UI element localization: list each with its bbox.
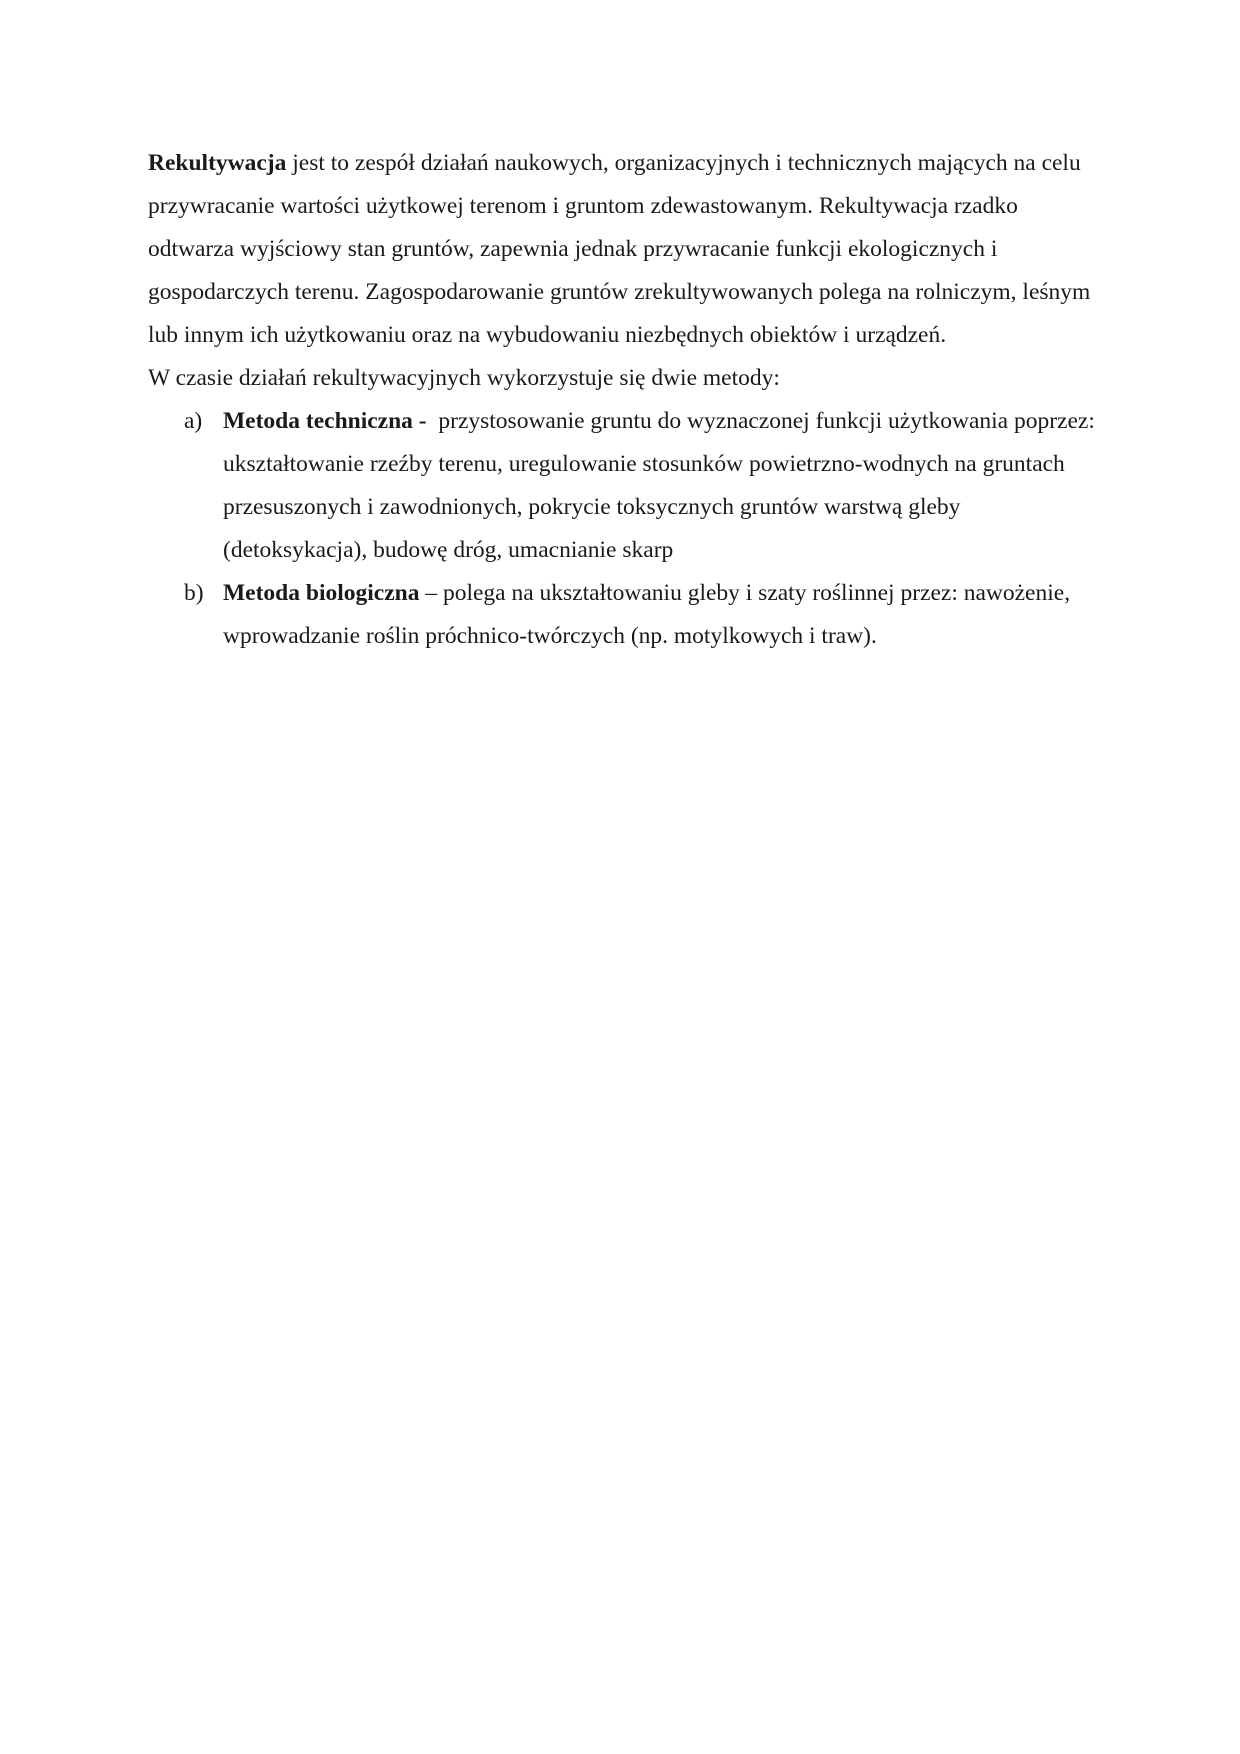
methods-intro: W czasie działań rekultywacyjnych wykorzystuje się dwie metody:: [148, 365, 780, 391]
document-body: [148, 142, 1101, 658]
list-marker: a): [184, 408, 203, 434]
intro-paragraph: [148, 142, 1098, 357]
methods-list: [148, 400, 1101, 658]
method-description: przystosowanie gruntu do wyznaczonej funkcji użytkowania poprzez: ukształtowanie rzeźby terenu, uregulowanie stosunków powietrzno-wodnych na gruntach przesuszonych i zawodnionych, pokrycie toksycznych gruntów warstwą gleby (detoksykacja), budowę dróg, umacnianie skarp: [223, 408, 1101, 563]
intro-text: jest to zespół działań naukowych, organizacyjnych i technicznych mających na celu przywracanie wartości użytkowej terenom i gruntom zdewastowanym. Rekultywacja rzadko odtwarza wyjściowy stan gruntów, zapewnia jednak przywracanie funkcji ekologicznych i gospodarczych terenu. Zagospodarowanie gruntów zrekultywowanych polega na rolniczym, leśnym lub innym ich użytkowaniu oraz na wybudowaniu niezbędnych obiektów i urządzeń.: [148, 150, 1091, 348]
list-marker: b): [184, 580, 204, 606]
list-item-technical-method: [148, 400, 1101, 572]
intro-term: Rekultywacja: [148, 150, 287, 176]
method-title: Metoda techniczna -: [223, 408, 427, 434]
method-description: – polega na ukształtowaniu gleby i szaty roślinnej przez: nawożenie, wprowadzanie roślin próchnico-twórczych (np. motylkowych i traw).: [223, 580, 1071, 649]
method-title: Metoda biologiczna: [223, 580, 420, 606]
list-item-biological-method: [148, 572, 1098, 658]
